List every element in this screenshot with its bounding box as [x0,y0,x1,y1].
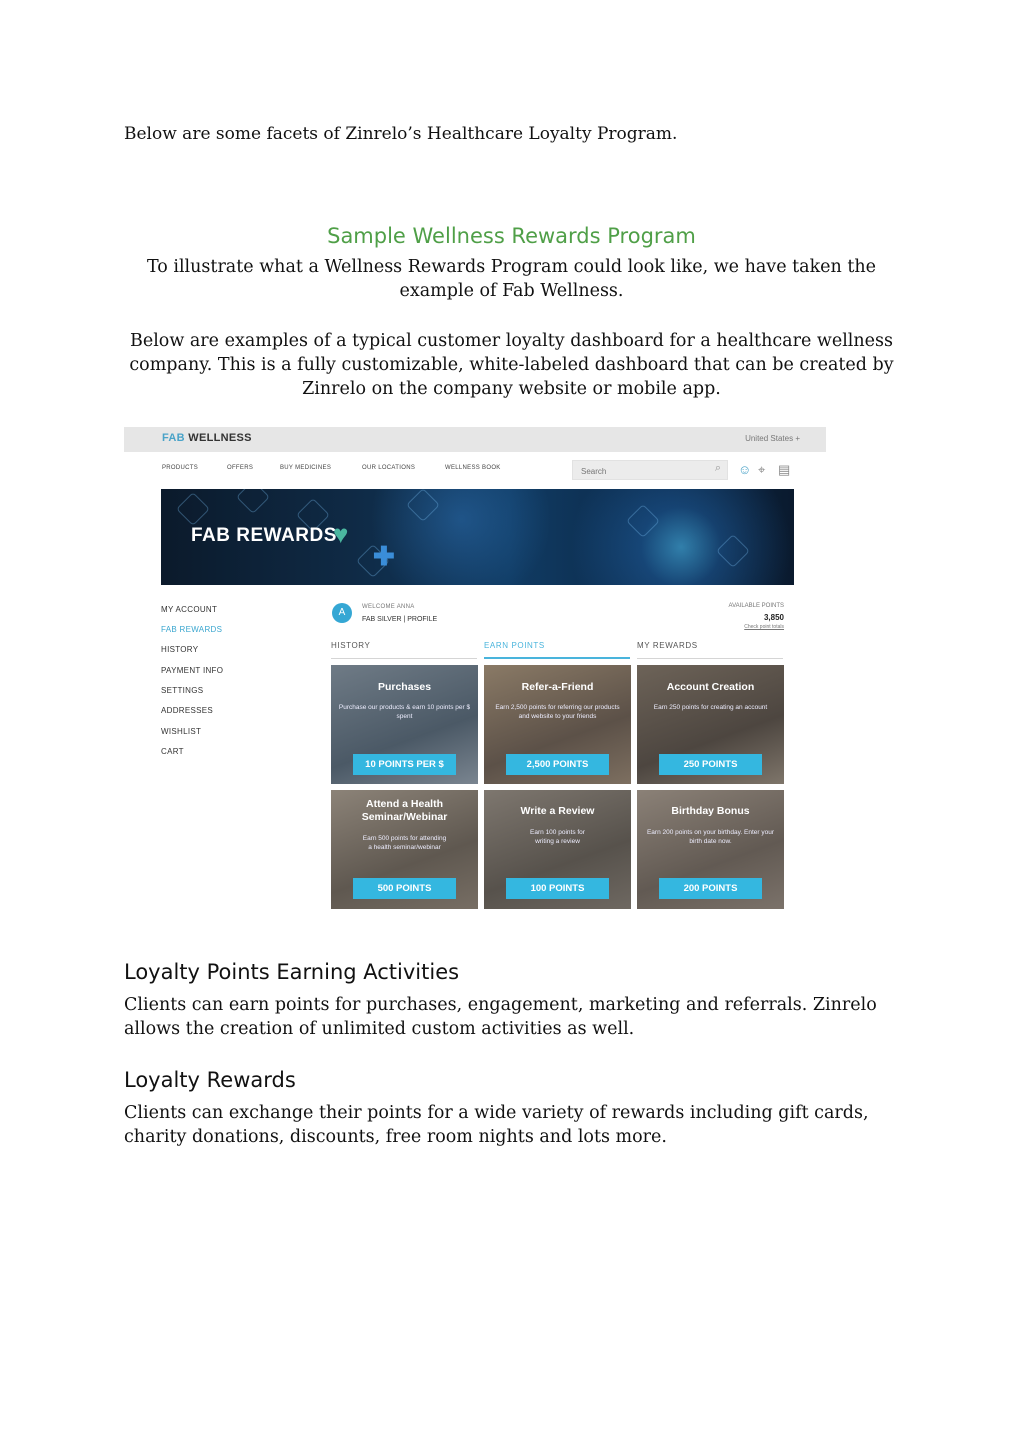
card-title: Account Creation [666,681,755,693]
side-item-payment-info[interactable]: PAYMENT INFO [161,666,224,675]
dashboard-screenshot [124,427,826,922]
available-points-label: AVAILABLE POINTS [728,603,784,609]
tab-history[interactable]: HISTORY [331,641,371,650]
side-item-my-account[interactable]: MY ACCOUNT [161,605,218,614]
tab-underline [637,658,783,659]
brand-prefix: FAB [162,432,185,444]
tab-my-rewards[interactable]: MY REWARDS [637,641,698,650]
sample-section-title: Sample Wellness Rewards Program [327,224,696,248]
rewards-line-1: Clients can exchange their points for a wide variety of rewards including gift cards, [124,1103,869,1123]
sample-para-2-line-2: company. This is a fully customizable, white-labeled dashboard that can be created by [129,355,894,375]
available-points-value: 3,850 [763,613,784,622]
earning-line-1: Clients can earn points for purchases, engagement, marketing and referrals. Zinrelo [124,995,877,1015]
activity-card-health-seminar[interactable] [331,790,478,909]
rewards-line-2: charity donations, discounts, free room nights and lots more. [124,1127,667,1147]
rewards-banner [161,489,794,585]
card-title: Birthday Bonus [671,805,750,817]
tab-underline-active [484,657,630,659]
region-selector[interactable]: United States + [745,434,800,443]
search-box [572,460,728,480]
loyalty-rewards-heading: Loyalty Rewards [124,1068,296,1092]
banner-hex-decoration [406,489,440,522]
avatar[interactable]: A [332,603,352,623]
brand-suffix: WELLNESS [184,432,252,444]
points-link[interactable]: Check point totals [744,624,784,630]
activity-card-refer-a-friend[interactable] [484,665,631,784]
earning-line-2: allows the creation of unlimited custom activities as well. [124,1019,635,1039]
side-item-wishlist[interactable]: WISHLIST [161,727,202,736]
card-description: Earn 2,500 points for referring our products and website to your friends [495,704,620,720]
activity-card-birthday-bonus[interactable] [637,790,784,909]
card-description: Purchase our products & earn 10 points per $ spent [338,704,471,720]
cart-icon[interactable]: ▤ [778,462,791,477]
side-item-history[interactable]: HISTORY [161,645,199,654]
nav-item-wellness-book[interactable]: WELLNESS BOOK [445,465,501,471]
card-points-button[interactable]: 2,500 POINTS [506,754,609,775]
side-item-fab-rewards[interactable]: FAB REWARDS [161,625,223,634]
card-title: Write a Review [520,805,595,817]
card-points-button[interactable]: 200 POINTS [659,878,762,899]
nav-item-our-locations[interactable]: OUR LOCATIONS [362,465,416,471]
sample-para-1-line-2: example of Fab Wellness. [399,281,624,301]
banner-title: FAB REWARDS [191,525,337,546]
rewards-tabs [331,641,783,659]
intro-text: Below are some facets of Zinrelo’s Healthcare Loyalty Program. [124,124,678,144]
card-description: Earn 250 points for creating an account [653,704,768,711]
tab-underline [331,658,477,659]
card-description: Earn 500 points for attending a health seminar/webinar [362,835,447,851]
heart-icon: ♥ [333,519,349,549]
card-title: Purchases [377,681,432,693]
sample-para-2-line-1: Below are examples of a typical customer loyalty dashboard for a healthcare wellness [129,331,893,351]
sample-para-1-line-1: To illustrate what a Wellness Rewards Program could look like, we have taken the [146,257,877,277]
nav-item-offers[interactable]: OFFERS [227,465,254,471]
user-icon[interactable]: ☺ [738,462,752,477]
medical-cross-icon: ✚ [373,541,395,571]
side-item-settings[interactable]: SETTINGS [161,686,204,695]
welcome-text: WELCOME ANNA [362,604,415,610]
banner-hex-decoration [626,504,660,538]
card-points-button[interactable]: 100 POINTS [506,878,609,899]
tier-profile-link[interactable]: FAB SILVER | PROFILE [362,616,438,623]
banner-hex-decoration [716,534,750,568]
nav-item-products[interactable]: PRODUCTS [162,465,199,471]
activity-card-account-creation[interactable] [637,665,784,784]
card-points-button[interactable]: 250 POINTS [659,754,762,775]
search-icon[interactable]: ⌕ [714,462,721,474]
brand-logo[interactable] [162,432,252,444]
card-points-button[interactable]: 10 POINTS PER $ [353,754,456,775]
search-input[interactable] [573,463,703,481]
card-title: Attend a Health Seminar/Webinar [361,798,448,823]
card-description: Earn 200 points on your birthday. Enter your birth date now. [646,829,775,845]
side-item-addresses[interactable]: ADDRESSES [161,706,214,715]
sample-para-2-line-3: Zinrelo on the company website or mobile app. [302,379,721,399]
tab-earn-points[interactable]: EARN POINTS [484,641,545,650]
card-points-button[interactable]: 500 POINTS [353,878,456,899]
activity-card-purchases[interactable] [331,665,478,784]
card-description: Earn 100 points for writing a review [530,829,585,845]
card-title: Refer-a-Friend [521,681,594,693]
earning-activities-heading: Loyalty Points Earning Activities [124,960,460,984]
side-item-cart[interactable]: CART [161,747,184,756]
location-pin-icon[interactable]: ⌖ [758,462,766,477]
main-nav [124,457,826,481]
banner-hex-decoration [236,489,270,514]
nav-item-buy-medicines[interactable]: BUY MEDICINES [280,465,332,471]
activity-card-write-a-review[interactable] [484,790,631,909]
banner-hex-decoration [176,492,210,526]
mockup-top-bar [124,427,826,452]
